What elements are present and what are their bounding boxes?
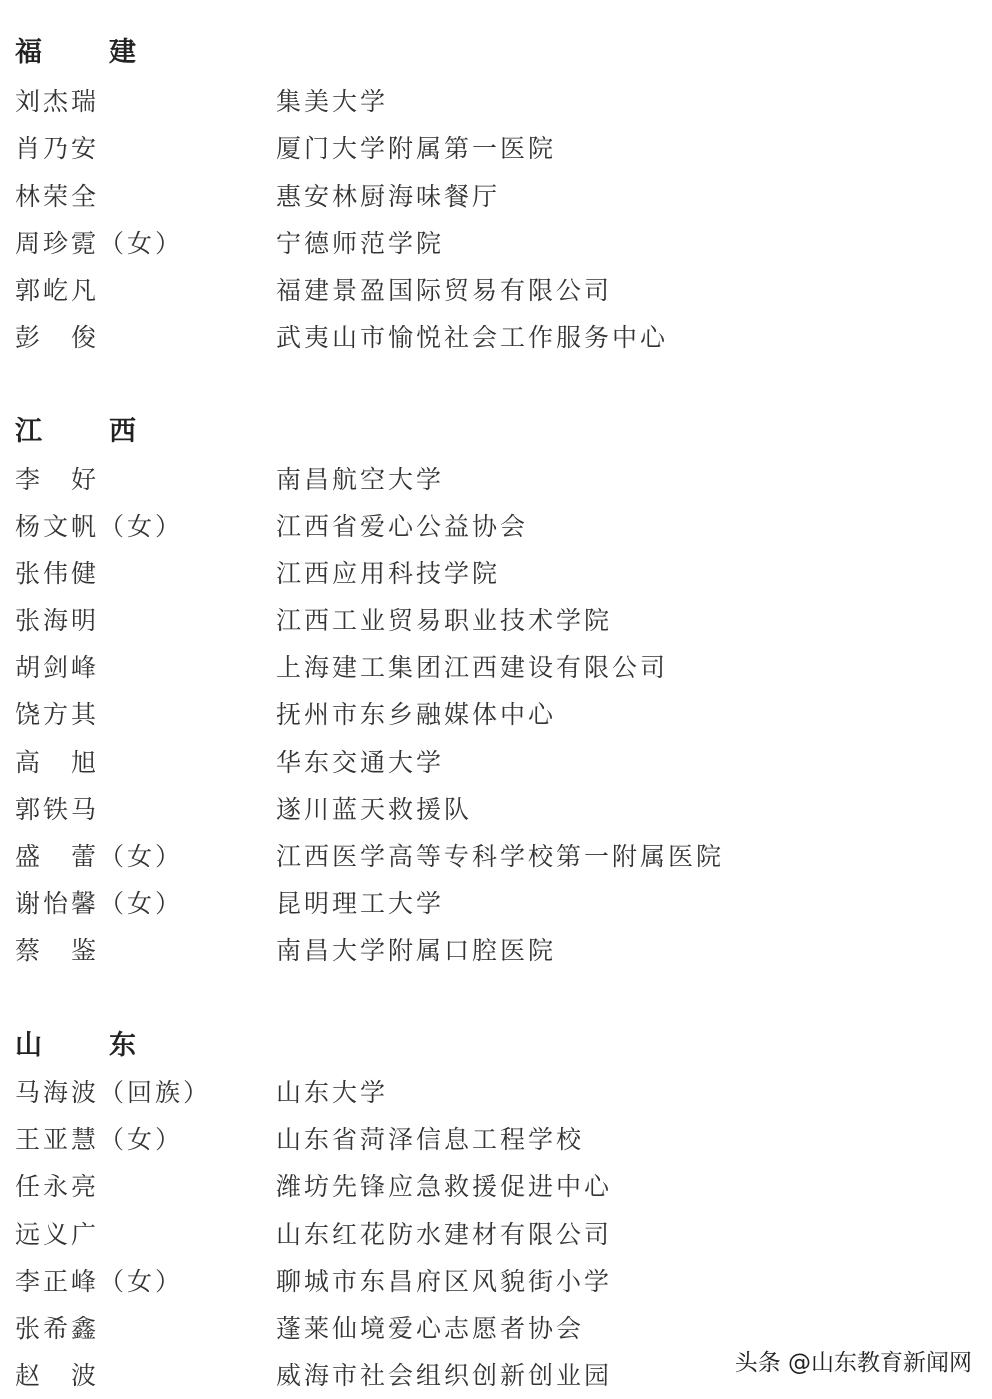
organization: 华东交通大学 <box>276 748 445 777</box>
list-item <box>0 604 992 644</box>
organization: 南昌航空大学 <box>276 465 445 494</box>
person-name: 胡剑峰 <box>15 653 100 682</box>
organization: 昆明理工大学 <box>276 889 445 918</box>
person-name: 刘杰瑞 <box>15 87 100 116</box>
organization: 上海建工集团江西建设有限公司 <box>276 653 669 682</box>
list-item <box>0 698 992 738</box>
section-heading: 江 西 <box>15 416 156 447</box>
list-item <box>0 274 992 314</box>
organization: 南昌大学附属口腔医院 <box>276 936 557 965</box>
list-item <box>0 1265 992 1305</box>
organization: 厦门大学附属第一医院 <box>276 134 557 163</box>
person-name: 张伟健 <box>15 559 100 588</box>
list-item <box>0 1076 992 1116</box>
organization: 抚州市东乡融媒体中心 <box>276 700 557 729</box>
list-item <box>0 651 992 691</box>
list-item <box>0 840 992 880</box>
organization: 山东大学 <box>276 1078 389 1107</box>
person-name: 远义广 <box>15 1220 100 1249</box>
list-item <box>0 132 992 172</box>
list-item <box>0 85 992 125</box>
person-name: 杨文帆（女） <box>15 512 184 541</box>
person-name: 赵 波 <box>15 1361 100 1390</box>
person-name: 彭 俊 <box>15 323 100 352</box>
section-heading: 山 东 <box>15 1030 156 1061</box>
list-item <box>0 887 992 927</box>
organization: 惠安林厨海味餐厅 <box>276 182 501 211</box>
organization: 宁德师范学院 <box>276 229 445 258</box>
organization: 江西应用科技学院 <box>276 559 501 588</box>
organization: 福建景盈国际贸易有限公司 <box>276 276 613 305</box>
list-item <box>0 557 992 597</box>
person-name: 李 好 <box>15 465 100 494</box>
section-heading: 福 建 <box>15 37 156 68</box>
person-name: 肖乃安 <box>15 134 100 163</box>
organization: 江西省爱心公益协会 <box>276 512 529 541</box>
list-item <box>0 510 992 550</box>
person-name: 蔡 鉴 <box>15 936 100 965</box>
organization: 武夷山市愉悦社会工作服务中心 <box>276 323 669 352</box>
organization: 江西医学高等专科学校第一附属医院 <box>276 842 725 871</box>
list-item <box>0 934 992 974</box>
list-item <box>0 321 992 361</box>
list-item <box>0 180 992 220</box>
person-name: 郭屹凡 <box>15 276 100 305</box>
person-name: 周珍霓（女） <box>15 229 184 258</box>
person-name: 张海明 <box>15 606 100 635</box>
person-name: 林荣全 <box>15 182 100 211</box>
organization: 江西工业贸易职业技术学院 <box>276 606 613 635</box>
person-name: 王亚慧（女） <box>15 1125 184 1154</box>
organization: 潍坊先锋应急救援促进中心 <box>276 1172 613 1201</box>
organization: 集美大学 <box>276 87 389 116</box>
list-item <box>0 746 992 786</box>
list-item <box>0 793 992 833</box>
list-item <box>0 463 992 503</box>
person-name: 张希鑫 <box>15 1314 100 1343</box>
person-name: 盛 蕾（女） <box>15 842 184 871</box>
person-name: 马海波（回族） <box>15 1078 212 1107</box>
person-name: 谢怡馨（女） <box>15 889 184 918</box>
list-item <box>0 227 992 267</box>
organization: 山东红花防水建材有限公司 <box>276 1220 613 1249</box>
person-name: 高 旭 <box>15 748 100 777</box>
list-item <box>0 1218 992 1258</box>
person-name: 李正峰（女） <box>15 1267 184 1296</box>
organization: 山东省菏泽信息工程学校 <box>276 1125 585 1154</box>
person-name: 郭铁马 <box>15 795 100 824</box>
person-name: 饶方其 <box>15 700 100 729</box>
list-item <box>0 1123 992 1163</box>
organization: 聊城市东昌府区风貌街小学 <box>276 1267 613 1296</box>
organization: 遂川蓝天救援队 <box>276 795 473 824</box>
organization: 威海市社会组织创新创业园 <box>276 1361 613 1390</box>
organization: 蓬莱仙境爱心志愿者协会 <box>276 1314 585 1343</box>
list-item <box>0 1170 992 1210</box>
watermark: 头条 @山东教育新闻网 <box>734 1350 972 1376</box>
person-name: 任永亮 <box>15 1172 100 1201</box>
